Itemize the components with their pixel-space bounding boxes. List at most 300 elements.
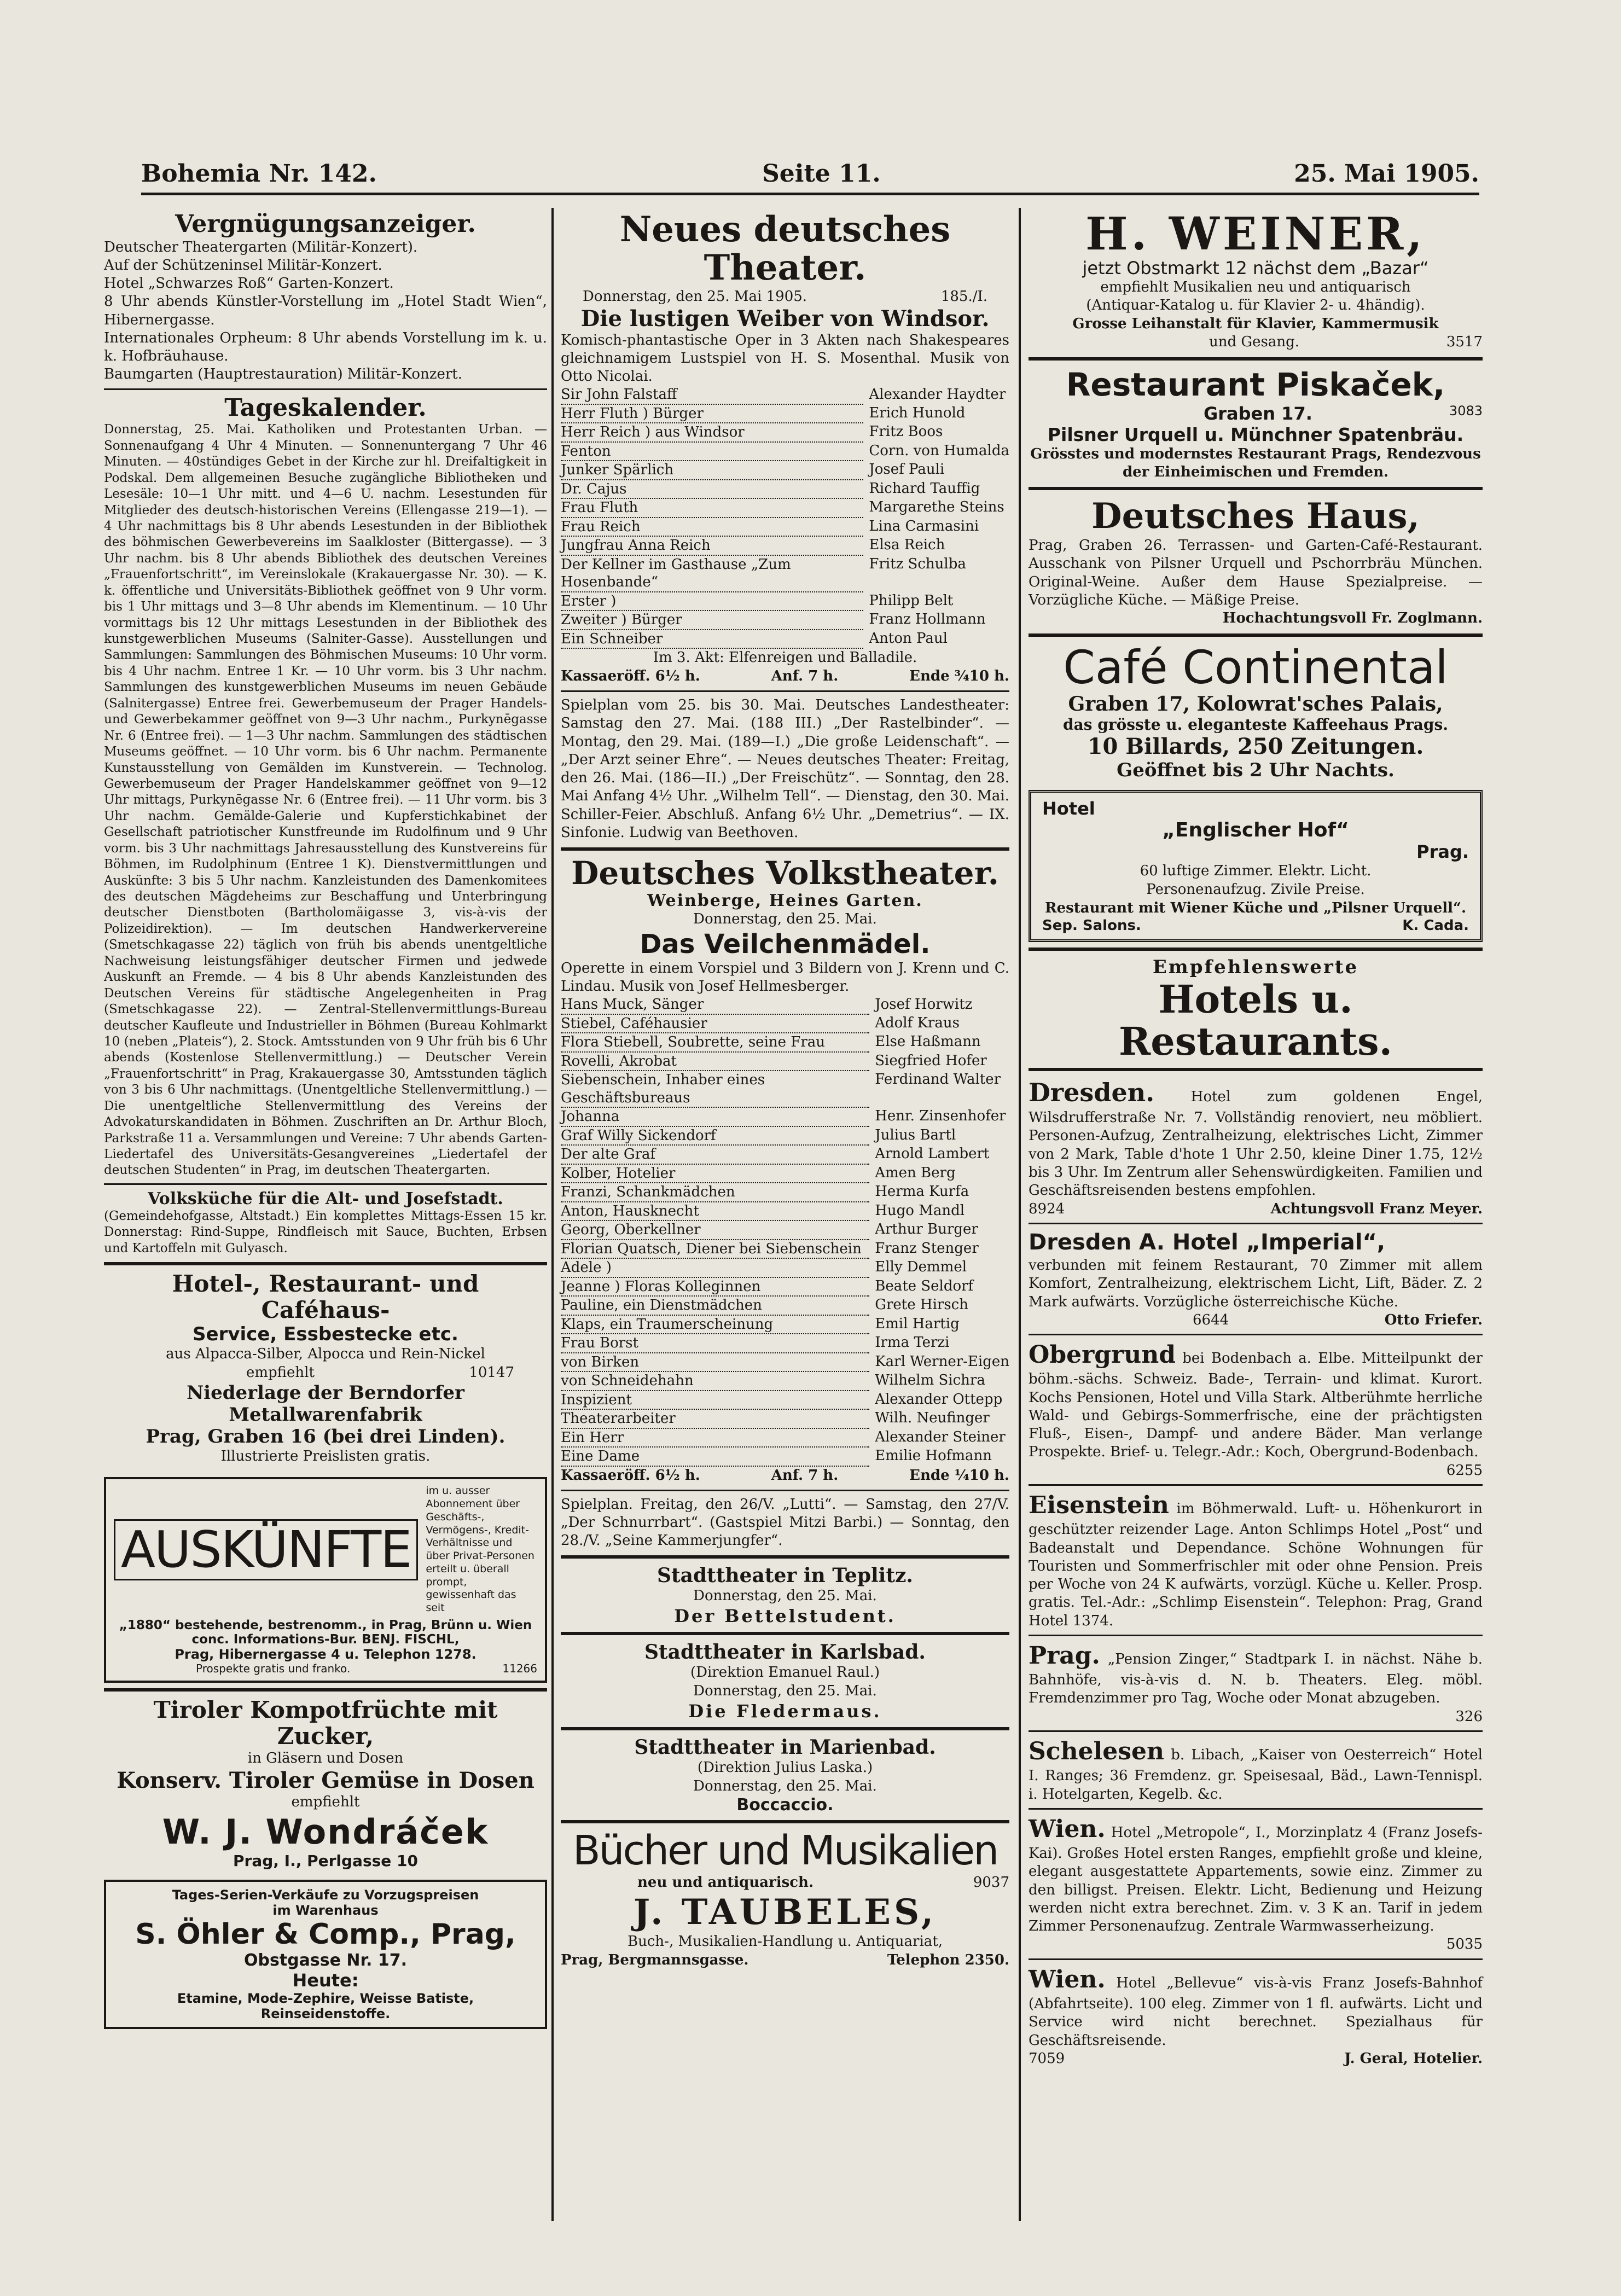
listing-obergrund — [1029, 1340, 1483, 1480]
cast-role: Frau Reich — [561, 518, 863, 537]
cast-role: Frau Borst — [561, 1334, 869, 1353]
cast-actor: Herma Kurfa — [875, 1183, 969, 1200]
weiner-number: 3517 — [1446, 333, 1483, 350]
listing-dresden-imperial — [1029, 1229, 1483, 1329]
auskuenfte-heading: AUSKÜNFTE — [114, 1519, 418, 1580]
cast-row — [561, 592, 1009, 611]
divider — [1029, 948, 1483, 951]
divider — [1029, 357, 1483, 361]
englischer-hof-hotel: Hotel — [1042, 798, 1095, 819]
cast-role: Kolber, Hotelier — [561, 1164, 869, 1183]
cast-actor: Wilh. Neufinger — [875, 1410, 990, 1427]
cast-actor: Fritz Schulba — [869, 555, 966, 572]
empfehlenswerte-title: Empfehlenswerte — [1152, 956, 1359, 979]
cast-role: Franzi, Schankmädchen — [561, 1183, 869, 1202]
cast-actor: Josef Pauli — [869, 461, 945, 478]
oehler-line2: im Warenhaus — [272, 1902, 379, 1918]
hotel-service-number: 10147 — [469, 1364, 514, 1381]
schelesen-city: Schelesen — [1029, 1737, 1165, 1765]
cast-row — [561, 1296, 1009, 1315]
divider — [1029, 1484, 1483, 1486]
hotel-service-title2: Service, Essbestecke etc. — [193, 1323, 458, 1345]
neues-theater-date-row — [561, 288, 1009, 306]
cast-role: Der Kellner im Gasthause „Zum Hosenbande“ — [561, 555, 863, 592]
listing-eisenstein — [1029, 1490, 1483, 1630]
volkstheater-sub: Weinberge, Heines Garten. — [647, 891, 923, 910]
englischer-hof-name: „Englischer Hof“ — [1162, 818, 1349, 841]
wondracek-address: Prag, I., Perlgasse 10 — [233, 1851, 418, 1870]
ende-time: Ende ¼10 h. — [909, 1467, 1009, 1484]
oehler-ad — [104, 1880, 547, 2029]
cast-row — [561, 1334, 1009, 1353]
cast-actor: Josef Horwitz — [875, 996, 973, 1013]
oehler-line1: Tages-Serien-Verkäufe zu Vorzugspreisen — [172, 1887, 479, 1903]
tageskalender-title: Tageskalender. — [224, 393, 427, 422]
cast-actor: Elly Demmel — [875, 1259, 967, 1276]
englischer-hof-line1: 60 luftige Zimmer. Elektr. Licht. — [1140, 862, 1372, 879]
karlsbad-date: Donnerstag, den 25. Mai. — [693, 1682, 877, 1699]
cast-role: Georg, Oberkellner — [561, 1220, 869, 1240]
eisenstein-text: im Böhmerwald. Luft- u. Höhenkurort in geschützter reizender Lage. Anton Schlimps Hotel „Post“ und Badeanstalt und Dependance. Schöne Wohnungen für Touristen und Sommerfrischler mit oder ohne Pension. Preis per Woche von 24 K aufwärts, vorzügl. Küche u. Keller. Prosp. gratis. Tel.-Adr.: „Schlimp Eisenstein“. Telephon: Prag, Grand Hotel 1374. — [1029, 1500, 1483, 1629]
cast-row — [561, 1391, 1009, 1410]
cafe-line2: das grösste u. eleganteste Kaffeehaus Prags. — [1063, 715, 1448, 734]
cast-role: Anton, Hausknecht — [561, 1202, 869, 1221]
neues-theater-number: 185./I. — [940, 288, 987, 305]
imperial-title: Dresden A. Hotel „Imperial“, — [1029, 1229, 1385, 1255]
cast-row — [561, 386, 1009, 404]
cast-row — [561, 1033, 1009, 1052]
cast-role: Junker Spärlich — [561, 461, 863, 480]
hotel-service-empfiehlt: empfiehlt — [246, 1364, 315, 1381]
cast-role: Zweiter ) Bürger — [561, 611, 863, 630]
cast-role: Fenton — [561, 442, 863, 461]
verg-line: Hotel „Schwarzes Roß“ Garten-Konzert. — [104, 275, 394, 292]
cast-actor: Richard Tauffig — [869, 480, 980, 497]
cast-row — [561, 1052, 1009, 1071]
obergrund-number: 6255 — [1446, 1462, 1483, 1479]
cast-role: Rovelli, Akrobat — [561, 1052, 869, 1071]
weiner-line2: empfiehlt Musikalien neu und antiquarisch — [1100, 279, 1411, 296]
cast-actor: Emil Hartig — [875, 1315, 960, 1332]
cafe-line3: 10 Billards, 250 Zeitungen. — [1087, 733, 1424, 759]
cast-role: Theaterarbeiter — [561, 1409, 869, 1428]
cast-row — [561, 1202, 1009, 1221]
englischer-hof-row — [1042, 917, 1469, 934]
cast-actor: Irma Terzi — [875, 1334, 950, 1351]
divider — [1029, 1808, 1483, 1810]
page-header — [141, 160, 1479, 195]
cast-role: Klaps, ein Traumerscheinung — [561, 1315, 869, 1334]
cast-role: Jungfrau Anna Reich — [561, 536, 863, 555]
taubeles-line1: Buch-, Musikalien-Handlung u. Antiquariat, — [628, 1933, 943, 1950]
taubeles-name: J. TAUBELES, — [633, 1892, 937, 1933]
imperial-text: verbunden mit feinem Restaurant, 70 Zimmer mit allem Komfort, Zentralheizung, elektrischem Licht, Lift, Bäder. Z. 2 Mark aufwärts. Vorzügliche österreichische Küche. — [1029, 1257, 1483, 1310]
divider — [561, 1820, 1009, 1823]
marienbad-play: Boccaccio. — [736, 1795, 834, 1815]
cast-actor: Erich Hunold — [869, 404, 966, 421]
divider — [561, 1555, 1009, 1559]
obergrund-text: bei Bodenbach a. Elbe. Mitteilpunkt der böhm.-sächs. Schweiz. Bade-, Terrain- und klimat. Kurort. Kochs Pensionen, Hotel und Villa Stark. Altberühmte herrliche Wald- und Gebirgs-Sommerfrische, eine der prächtigsten Fluß-, Eisen-, Dampf- und andere Bäder. Man verlange Prospekte. Brief- u. Telegr.-Adr.: Koch, Obergrund-Bodenbach. — [1029, 1350, 1483, 1461]
volkstheater-times — [561, 1467, 1009, 1485]
cast-role: Pauline, ein Dienstmädchen — [561, 1296, 869, 1315]
column-2 — [561, 211, 1009, 1970]
weiner-line1: jetzt Obstmarkt 12 nächst dem „Bazar“ — [1082, 258, 1429, 279]
neues-theater-date: Donnerstag, den 25. Mai 1905. — [583, 288, 807, 305]
divider — [104, 1183, 547, 1185]
cast-role: Herr Fluth ) Bürger — [561, 404, 863, 423]
wondracek-name: W. J. Wondráček — [162, 1811, 489, 1852]
anfang-time: Anf. 7 h. — [771, 1467, 839, 1484]
neues-theater-spielplan: Spielplan vom 25. bis 30. Mai. Deutsches Landestheater: Samstag den 27. Mai. (188 III.) „Der Rastelbinder“. — Montag, den 29. Mai. (189—I.) „Die große Leidenschaft“. — „Der Arzt seiner Ehre“. — Neues deutsches Theater: Freitag, den 26. Mai. (186—II.) „Der Freischütz“. — Sonntag, den 28. Mai Anfang 4½ Uhr. „Wilhelm Tell“. — Dienstag, den 30. Mai. Schiller-Feier. Abschluß. Anfang 6½ Uhr. „Demetrius“. — IX. Sinfonie. Ludwig van Beethoven. — [561, 696, 1009, 841]
cast-row — [561, 1126, 1009, 1146]
dresden-text: Hotel zum goldenen Engel, Wilsdrufferstraße Nr. 7. Vollständig renoviert, neu möbliert. Personen-Aufzug, Zentralheizung, elektrisches Licht, Zimmer von 2 Mark, Table d'hote 1 Uhr 2.50, kleine Diner 1.75, 12½ bis 3 Uhr. Im Zentrum aller Sehenswürdigkeiten. Familien und Geschäftsreisenden bestens empfohlen. — [1029, 1089, 1483, 1199]
cast-row — [561, 461, 1009, 480]
cast-role: Hans Muck, Sänger — [561, 996, 869, 1014]
dresden-row — [1029, 1200, 1483, 1218]
listing-prag — [1029, 1641, 1483, 1726]
header-right: 25. Mai 1905. — [1294, 160, 1479, 188]
cast-row — [561, 1447, 1009, 1466]
column-divider-1 — [551, 208, 554, 2221]
tiroler-line2: Konserv. Tiroler Gemüse in Dosen — [117, 1768, 534, 1794]
karlsbad-play: Die Fledermaus. — [688, 1700, 882, 1722]
cast-actor: Henr. Zinsenhofer — [875, 1108, 1006, 1125]
schelesen-text: b. Libach, „Kaiser von Oesterreich“ Hotel I. Ranges; 36 Fremdenz. gr. Speisesaal, Bäd., Lawn-Tennispl. i. Hotelgarten, Kegelb. &c. — [1029, 1746, 1483, 1803]
weiner-line5: und Gesang. — [1209, 333, 1300, 350]
tiroler-empfiehlt: empfiehlt — [291, 1794, 360, 1811]
auskuenfte-row — [114, 1662, 537, 1675]
taubeles-telephon: Telephon 2350. — [887, 1952, 1009, 1969]
marienbad-title: Stadttheater in Marienbad. — [634, 1735, 936, 1759]
eisenstein-city: Eisenstein — [1029, 1491, 1169, 1519]
cast-row — [561, 536, 1009, 555]
divider — [561, 847, 1009, 851]
cast-role: Der alte Graf — [561, 1145, 869, 1164]
piskacek-row — [1029, 403, 1483, 424]
taubeles-row — [561, 1951, 1009, 1970]
cast-role: Jeanne ) Floras Kolleginnen — [561, 1277, 869, 1297]
divider — [1029, 487, 1483, 490]
column-divider-2 — [1019, 208, 1021, 2221]
berndorfer-line: Niederlage der Berndorfer Metallwarenfabrik — [187, 1382, 464, 1426]
cast-actor: Fritz Boos — [869, 423, 943, 440]
listing-dresden — [1029, 1077, 1483, 1218]
cast-actor: Ferdinand Walter — [875, 1071, 1001, 1088]
volkstheater-date: Donnerstag, den 25. Mai. — [693, 910, 877, 927]
cast-row — [561, 1315, 1009, 1334]
buecher-sub: neu und antiquarisch. — [637, 1874, 814, 1891]
cast-actor: Margarethe Steins — [869, 499, 1004, 516]
auskuenfte-line2: Prag, Hibernergasse 4 u. Telephon 1278. — [175, 1646, 477, 1662]
ende-time: Ende ¾10 h. — [909, 668, 1009, 685]
wien2-row — [1029, 2050, 1483, 2068]
cast-actor: Amen Berg — [875, 1164, 956, 1181]
cafe-continental-name: Café Continental — [1063, 640, 1448, 694]
englischer-hof-salons: Sep. Salons. — [1042, 917, 1141, 934]
verg-line: Baumgarten (Hauptrestauration) Militär-Konzert. — [104, 366, 463, 383]
verg-line: Internationales Orpheum: 8 Uhr abends Vorstellung im k. u. k. Hofbräuhause. — [104, 329, 547, 365]
header-center: Seite 11. — [762, 160, 881, 188]
wien2-city: Wien. — [1029, 1965, 1106, 1993]
weiner-line3: (Antiquar-Katalog u. für Klavier 2- u. 4händig). — [1086, 297, 1425, 314]
cast-row — [561, 1014, 1009, 1033]
neues-theater-times — [561, 667, 1009, 686]
cast-actor: Alexander Haydter — [869, 386, 1006, 403]
cast-role: Ein Schneiber — [561, 630, 863, 649]
karlsbad-direction: (Direktion Emanuel Raul.) — [690, 1664, 880, 1681]
verg-line: Auf der Schützeninsel Militär-Konzert. — [104, 257, 382, 274]
cafe-line1: Graben 17, Kolowrat'sches Palais, — [1068, 692, 1443, 716]
auskuenfte-side-text: im u. ausser Abonnement über Geschäfts-, Vermögens-, Kredit-Verhältnisse und über Privat-Personen erteilt u. überall prompt, gewissenhaft das seit — [426, 1485, 534, 1614]
listing-wien-bellevue — [1029, 1964, 1483, 2068]
kassa-time: Kassaeröff. 6½ h. — [561, 1467, 700, 1484]
prag-text: „Pension Zinger,“ Stadtpark I. in nächst. Nähe b. Bahnhöfe, vis-à-vis d. N. b. Theaters. Eleg. möbl. Fremdenzimmer pro Tag, Woche oder Monat abzugeben. — [1029, 1650, 1483, 1707]
neues-theater-title: Neues deutsches Theater. — [619, 209, 951, 289]
cast-role: Erster ) — [561, 592, 863, 611]
cast-actor: Siegfried Hofer — [875, 1052, 987, 1069]
weiner-name: H. WEINER, — [1085, 208, 1426, 260]
cast-role: Dr. Cajus — [561, 480, 863, 499]
buecher-sub-row — [561, 1874, 1009, 1892]
oehler-address: Obstgasse Nr. 17. — [243, 1950, 407, 1970]
cast-row — [561, 1353, 1009, 1372]
deutsches-haus-text: Prag, Graben 26. Terrassen- und Garten-Café-Restaurant. Ausschank von Pilsner Urquell und Pschorrbräu München. Original-Weine. Außer dem Hause Spezialpreise. — Vorzügliche Küche. — Mäßige Preise. — [1029, 537, 1483, 609]
cast-row — [561, 1371, 1009, 1391]
cast-row — [561, 442, 1009, 461]
weiner-row — [1029, 333, 1483, 352]
cast-role: Florian Quatsch, Diener bei Siebenschein — [561, 1240, 869, 1259]
divider — [1029, 1730, 1483, 1732]
englischer-hof-ad — [1029, 790, 1483, 942]
berndorfer-catalog: Illustrierte Preislisten gratis. — [220, 1448, 431, 1465]
weiner-line4: Grosse Leihanstalt für Klavier, Kammermusik — [1072, 315, 1439, 332]
cast-role: von Birken — [561, 1353, 869, 1372]
hotel-service-line: aus Alpacca-Silber, Alpocca und Rein-Nickel — [166, 1345, 485, 1362]
divider — [561, 690, 1009, 692]
marienbad-date: Donnerstag, den 25. Mai. — [693, 1777, 877, 1794]
imperial-sign: Otto Friefer. — [1384, 1311, 1483, 1328]
cast-actor: Corn. von Humalda — [869, 442, 1009, 459]
cast-row — [561, 1145, 1009, 1164]
tageskalender-text: Donnerstag, 25. Mai. Katholiken und Protestanten Urban. — Sonnenaufgang 4 Uhr 4 Minuten. — Sonnenuntergang 7 Uhr 46 Minuten. — 40stündiges Gebet in der Kirche zur hl. Dreifaltigkeit in Podskal. Dem allgemeinen Besuche zugängliche Bibliotheken und Lesesäle: 10—1 Uhr mitt. und 4—6 U. nachm. Lesestunden für Mitglieder des deutsch-historischen Vereins (Ellengasse 219—1). — 4 Uhr nachmittags bis 8 Uhr abends Lesestunden in der Bibliothek des böhmischen Gewerbevereins im Saalkloster (Bittergasse). — 3 Uhr nachm. bis 8 Uhr abends Bibliothek des deutschen Vereines „Frauenfortschritt“, im Vereinslokale (Krakauergasse Nr. 30). — K. k. öffentliche und Universitäts-Bibliothek geöffnet von 9 Uhr vorm. bis 1 Uhr mittags und 3—8 Uhr abends im Klementinum. — 10 Uhr vormittags bis 12 Uhr mittags Lesestunden in der Bibliothek des kunstgewerblichen Museums (Salniter-Gasse). Ausstellungen und Sammlungen: Sammlungen des Böhmischen Museums: 10 Uhr vorm. bis 4 Uhr nachm. Entree 1 Kr. — 10 Uhr vorm. bis 3 Uhr nachm. Sammlungen des kunstgewerblichen Museums im neuen Gebäude (Salnitergasse) Entree frei. Gewerbemuseum der Prager Handels- und Gewerbekammer geöffnet von 9—3 Uhr nachm., Purkynēgasse Nr. 6 (Entree frei). — 1—3 Uhr nachm. Sammlungen des städtischen Museums geöffnet. — 10 Uhr vorm. bis 6 Uhr nachm. Permanente Kunstausstellung von Gemälden im Kunstverein. — Technolog. Gewerbemuseum der Prager Handelskammer geöffnet von 9—12 Uhr mittags, Purkynēgasse Nr. 6 (Entree frei). — 11 Uhr vorm. bis 3 Uhr nachm. Gemälde-Galerie und Kupferstichkabinet der Gesellschaft patriotischer Kunstfreunde im Rudolfinum und 9 Uhr vorm. bis 3 Uhr nachmittags Jahresausstellung des Kunstvereins für Böhmen, im Rudolphinum (Entree 1 K). Dienstvermittlungen und Auskünfte: 3 bis 5 Uhr nachm. Kanzleistunden des Damenkomitees des deutschen Mägdeheims zur Beschaffung und Unterbringung deutscher Dienstboten (Bartholomäigasse 3, vis-à-vis der Polizeidirektion). — Im deutschen Handwerkervereine (Smetschkagasse 22) täglich von früh bis abends unentgeltliche Nachweisung leistungsfähiger deutscher Firmen und jedwede Auskunft an Fremde. — 4 bis 8 Uhr abends Kanzleistunden des Deutschen Vereins für städtische Angelegenheiten in Prag (Smetschkagasse 22). — Zentral-Stellenvermittlungs-Bureau deutscher Kaufleute und Industrieller in Böhmen (Bureau Kohlmarkt 10 (neben „Plateis“), 2. Stock. Amtsstunden von 9 Uhr früh bis 6 Uhr abends (Kostenlose Stellenvermittlung.) — Deutscher Verein „Frauenfortschritt“ in Prag, Krakauergasse 30, Amtsstunden täglich von 3 bis 6 Uhr nachmittags. (Unentgeltliche Stellenvermittlung.) — Die unentgeltliche Stellenvermittlung des Vereins der Advokaturskandidaten in Böhmen. Zuschriften an Dr. Arthur Bloch, Parkstraße 11 a. Versammlungen und Vereine: 7 Uhr abends Garten-Liedertafel des Universitäts-Gesangvereines „Liedertafel der deutschen Studenten“ in Prag, im deutschen Theatergarten. — [104, 422, 547, 1178]
cast-actor: Emilie Hofmann — [875, 1448, 992, 1464]
cast-row — [561, 480, 1009, 499]
auskuenfte-number: 11266 — [502, 1661, 537, 1675]
column-1 — [104, 211, 547, 2035]
teplitz-date: Donnerstag, den 25. Mai. — [693, 1588, 877, 1605]
taubeles-address: Prag, Bergmannsgasse. — [561, 1952, 749, 1969]
cast-actor: Beate Seldorf — [875, 1277, 974, 1294]
deutsches-haus-name: Deutsches Haus, — [1091, 496, 1420, 537]
divider — [104, 388, 547, 390]
auskuenfte-prospekte: Prospekte gratis und franko. — [196, 1661, 351, 1675]
cafe-line4: Geöffnet bis 2 Uhr Nachts. — [1117, 759, 1395, 781]
wien-city: Wien. — [1029, 1815, 1106, 1843]
piskacek-line1: Pilsner Urquell u. Münchner Spatenbräu. — [1047, 423, 1464, 445]
buecher-heading: Bücher und Musikalien — [572, 1827, 998, 1875]
listing-schelesen — [1029, 1736, 1483, 1804]
divider — [1029, 1958, 1483, 1960]
cast-role: Sir John Falstaff — [561, 386, 863, 404]
divider — [1029, 1068, 1483, 1071]
header-left: Bohemia Nr. 142. — [141, 160, 377, 188]
cast-role: Frau Fluth — [561, 498, 863, 518]
cast-row — [561, 555, 1009, 592]
cast-row — [561, 1071, 1009, 1107]
deutsches-haus-sign: Hochachtungsvoll Fr. Zoglmann. — [1222, 610, 1483, 627]
piskacek-name: Restaurant Piskaček, — [1066, 365, 1445, 403]
obergrund-city: Obergrund — [1029, 1341, 1176, 1369]
divider — [1029, 1635, 1483, 1636]
cast-role: Herr Reich ) aus Windsor — [561, 423, 863, 442]
wien2-number: 7059 — [1029, 2050, 1065, 2067]
cast-actor: Franz Stenger — [875, 1240, 979, 1257]
cast-row — [561, 498, 1009, 518]
cast-actor: Philipp Belt — [869, 592, 954, 609]
cast-row — [561, 611, 1009, 630]
cast-role: Inspizient — [561, 1391, 869, 1410]
vergnuegungsanzeiger-title: Vergnügungsanzeiger. — [175, 210, 476, 238]
column-3 — [1029, 208, 1483, 2068]
cast-row — [561, 1277, 1009, 1297]
cast-role: Flora Stiebell, Soubrette, seine Frau — [561, 1033, 869, 1052]
piskacek-line2: Grösstes und modernstes Restaurant Prags, Rendezvous der Einheimischen und Fremden. — [1030, 445, 1481, 480]
dresden-number: 8924 — [1029, 1200, 1065, 1217]
englischer-hof-sign: K. Cada. — [1402, 917, 1469, 934]
cast-row — [561, 1258, 1009, 1277]
neues-theater-desc: Komisch-phantastische Oper in 3 Akten nach Shakespeares gleichnamigem Lustspiel von H. S. Mosenthal. Musik von Otto Nicolai. — [561, 332, 1009, 385]
volkstheater-spielplan: Spielplan. Freitag, den 26/V. „Lutti“. — Samstag, den 27/V. „Der Schnurrbart“. (Gastspiel Mitzi Barbi.) — Sonntag, den 28./V. „Seine Kammerjungfer“. — [561, 1496, 1009, 1549]
cast-row — [561, 518, 1009, 537]
cast-actor: Arnold Lambert — [875, 1146, 990, 1162]
auskuenfte-top — [114, 1485, 537, 1615]
volkstheater-title: Deutsches Volkstheater. — [571, 855, 999, 892]
cast-row — [561, 1183, 1009, 1202]
cast-actor: Grete Hirsch — [875, 1297, 968, 1313]
dresden-sign: Achtungsvoll Franz Meyer. — [1270, 1200, 1483, 1217]
anfang-time: Anf. 7 h. — [771, 668, 839, 685]
berndorfer-address: Prag, Graben 16 (bei drei Linden). — [146, 1426, 506, 1448]
divider — [104, 1688, 547, 1692]
divider — [1029, 1223, 1483, 1224]
marienbad-direction: (Direktion Julius Laska.) — [697, 1759, 873, 1776]
cast-row — [561, 1164, 1009, 1183]
cast-row — [561, 1428, 1009, 1448]
cast-actor: Arthur Burger — [875, 1221, 978, 1238]
auskuenfte-ad — [104, 1477, 547, 1683]
cast-role: Ein Herr — [561, 1428, 869, 1448]
prag-city: Prag. — [1029, 1641, 1100, 1670]
oehler-name: S. Öhler & Comp., Prag, — [135, 1917, 516, 1951]
oehler-heute: Heute: — [292, 1969, 359, 1991]
auskuenfte-line1: „1880“ bestehende, bestrenomm., in Prag, Brünn u. Wien conc. Informations-Bur. BENJ. FISCHL, — [119, 1618, 532, 1647]
cast-row — [561, 1107, 1009, 1126]
listing-wien-metropole — [1029, 1814, 1483, 1954]
englischer-hof-line3: Restaurant mit Wiener Küche und „Pilsner Urquell“. — [1044, 899, 1466, 916]
hotels-restaurants-title: Hotels u. Restaurants. — [1119, 976, 1392, 1065]
cast-row — [561, 1409, 1009, 1428]
piskacek-address: Graben 17. — [1204, 403, 1312, 424]
cast-actor: Karl Werner-Eigen — [875, 1353, 1009, 1370]
volkstheater-cast — [561, 996, 1009, 1467]
cast-row — [561, 404, 1009, 423]
oehler-line3: Etamine, Mode-Zephire, Weisse Batiste, Reinseidenstoffe. — [177, 1990, 474, 2021]
prag-number: 326 — [1455, 1708, 1483, 1725]
englischer-hof-line2: Personenaufzug. Zivile Preise. — [1146, 881, 1365, 898]
divider — [1029, 1334, 1483, 1335]
dresden-city: Dresden. — [1029, 1078, 1155, 1108]
cast-role: Stiebel, Caféhausier — [561, 1014, 869, 1033]
cast-role: von Schneidehahn — [561, 1371, 869, 1391]
hotel-service-row — [104, 1364, 547, 1382]
tiroler-line1: in Gläsern und Dosen — [247, 1750, 404, 1767]
cast-row — [561, 1240, 1009, 1259]
teplitz-title: Stadttheater in Teplitz. — [657, 1564, 913, 1588]
cast-actor: Julius Bartl — [875, 1126, 956, 1143]
cast-row — [561, 996, 1009, 1014]
cast-role: Adele ) — [561, 1258, 869, 1277]
volkstheater-desc: Operette in einem Vorspiel und 3 Bildern von J. Krenn und C. Lindau. Musik von Josef Hellmesberger. — [561, 960, 1009, 995]
cast-role: Johanna — [561, 1107, 869, 1126]
cast-actor: Anton Paul — [869, 630, 948, 647]
cast-actor: Adolf Kraus — [875, 1014, 960, 1031]
tiroler-title: Tiroler Kompotfrüchte mit Zucker, — [153, 1696, 498, 1750]
divider — [561, 1490, 1009, 1491]
divider — [561, 1632, 1009, 1635]
cast-row — [561, 1220, 1009, 1240]
neues-theater-cast — [561, 386, 1009, 649]
teplitz-play: Der Bettelstudent. — [674, 1606, 896, 1627]
neues-theater-play: Die lustigen Weiber von Windsor. — [580, 305, 990, 332]
cast-actor: Alexander Ottepp — [875, 1391, 1003, 1408]
cast-actor: Wilhelm Sichra — [875, 1372, 985, 1389]
neues-theater-akt: Im 3. Akt: Elfenreigen und Balladile. — [653, 649, 917, 666]
cast-role: Siebenschein, Inhaber eines Geschäftsbureaus — [561, 1071, 869, 1107]
verg-line: 8 Uhr abends Künstler-Vorstellung im „Hotel Stadt Wien“, Hibernergasse. — [104, 293, 547, 328]
volkstheater-play: Das Veilchenmädel. — [640, 928, 931, 960]
wien-number: 5035 — [1446, 1936, 1483, 1953]
cast-role: Graf Willy Sickendorf — [561, 1126, 869, 1146]
cast-actor: Else Haßmann — [875, 1033, 981, 1050]
cast-actor: Franz Hollmann — [869, 611, 986, 628]
englischer-hof-prag: Prag. — [1416, 841, 1469, 862]
kassa-time: Kassaeröff. 6½ h. — [561, 668, 700, 685]
divider — [104, 1262, 547, 1265]
verg-line: Deutscher Theatergarten (Militär-Konzert). — [104, 239, 418, 255]
buecher-number: 9037 — [973, 1874, 1009, 1891]
piskacek-number: 3083 — [1449, 403, 1483, 418]
karlsbad-title: Stadttheater in Karlsbad. — [644, 1641, 926, 1664]
cast-actor: Lina Carmasini — [869, 518, 979, 534]
cast-actor: Hugo Mandl — [875, 1202, 965, 1219]
imperial-row — [1029, 1311, 1483, 1329]
volkskueche-title: Volksküche für die Alt- und Josefstadt. — [148, 1189, 503, 1208]
cast-actor: Elsa Reich — [869, 537, 945, 554]
hotel-service-title: Hotel-, Restaurant- und Caféhaus- — [172, 1270, 479, 1324]
wien2-text: Hotel „Bellevue“ vis-à-vis Franz Josefs-Bahnhof (Abfahrtseite). 100 eleg. Zimmer von 1 fl. aufwärts. Licht und Service wird nicht berechnet. Spezialhaus für Geschäftsreisende. — [1029, 1974, 1483, 2049]
cast-role: Eine Dame — [561, 1447, 869, 1466]
cast-row — [561, 423, 1009, 442]
cast-row — [561, 630, 1009, 649]
divider — [1029, 633, 1483, 637]
wien2-sign: J. Geral, Hotelier. — [1344, 2050, 1483, 2067]
divider — [561, 1727, 1009, 1730]
wien-text: Hotel „Metropole“, I., Morzinplatz 4 (Franz Josefs-Kai). Großes Hotel ersten Ranges, empfiehlt große und kleine, elegant ausgestattete Appartements, sowie einz. Zimmer zu den billigst. Preisen. Elektr. Licht, Bedienung und Heizung werden nicht extra berechnet. Zim. v. 3 K an. Tarif in jedem Zimmer Personenaufzug. Zentrale Warmwasserheizung. — [1029, 1824, 1483, 1935]
volkskueche-text: (Gemeindehofgasse, Altstadt.) Ein komplettes Mittags-Essen 15 kr. Donnerstag: Rind-Suppe, Rindfleisch mit Sauce, Buchten, Erbsen und Kartoffeln mit Gulyasch. — [104, 1208, 547, 1255]
cast-actor: Alexander Steiner — [875, 1428, 1006, 1445]
imperial-number: 6644 — [1193, 1311, 1229, 1328]
vergnuegungsanzeiger-list — [104, 239, 547, 384]
